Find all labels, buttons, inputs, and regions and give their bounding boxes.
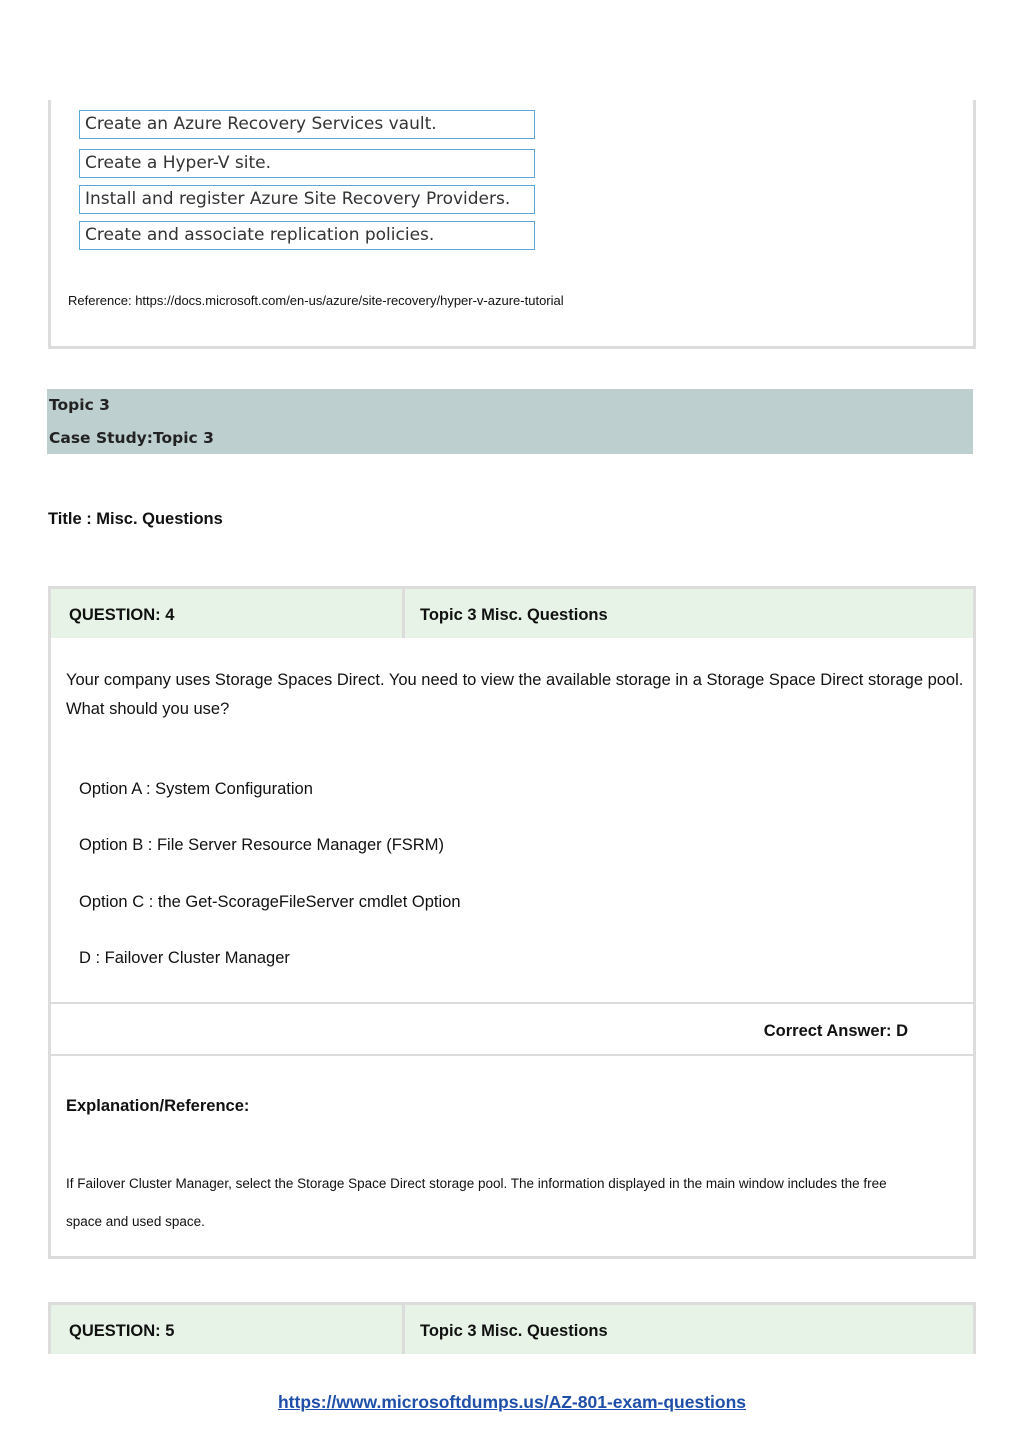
section-title: Title : Misc. Questions bbox=[48, 510, 223, 528]
question-number: QUESTION: 4 bbox=[69, 606, 175, 624]
question-card bbox=[48, 586, 976, 1259]
correct-answer: Correct Answer: D bbox=[763, 1022, 908, 1040]
explanation-text: If Failover Cluster Manager, select the Storage Space Direct storage pool. The information displayed in the main window includes the free bbox=[66, 1176, 887, 1191]
previous-answer-card bbox=[48, 100, 976, 349]
option-c: Option C : the Get-ScorageFileServer cmdlet Option bbox=[79, 893, 461, 911]
option-d: D : Failover Cluster Manager bbox=[79, 949, 290, 967]
question-prompt: What should you use? bbox=[66, 700, 230, 718]
answer-step-2: Create a Hyper-V site. bbox=[79, 149, 535, 178]
answer-step-1: Create an Azure Recovery Services vault. bbox=[79, 110, 535, 139]
explanation-text-continued: space and used space. bbox=[66, 1214, 205, 1229]
option-a: Option A : System Configuration bbox=[79, 780, 313, 798]
reference-text: Reference: https://docs.microsoft.com/en-us/azure/site-recovery/hyper-v-azure-tutorial bbox=[68, 293, 564, 308]
answer-step-3: Install and register Azure Site Recovery Providers. bbox=[79, 185, 535, 214]
divider bbox=[51, 1054, 973, 1056]
question-header bbox=[51, 1305, 973, 1354]
question-topic: Topic 3 Misc. Questions bbox=[420, 606, 608, 624]
explanation-label: Explanation/Reference: bbox=[66, 1097, 250, 1115]
case-study-label: Case Study:Topic 3 bbox=[49, 429, 214, 447]
question-topic: Topic 3 Misc. Questions bbox=[420, 1322, 608, 1340]
footer-link[interactable]: https://www.microsoftdumps.us/AZ-801-exam-questions bbox=[277, 1392, 747, 1412]
topic-header bbox=[47, 389, 973, 454]
question-card bbox=[48, 1302, 976, 1354]
answer-step-4: Create and associate replication policies. bbox=[79, 221, 535, 250]
topic-label: Topic 3 bbox=[49, 396, 110, 414]
question-header bbox=[51, 589, 973, 638]
question-text: Your company uses Storage Spaces Direct. You need to view the available storage in a Storage Space Direct storage pool. bbox=[66, 671, 964, 689]
question-number: QUESTION: 5 bbox=[69, 1322, 175, 1340]
option-b: Option B : File Server Resource Manager (FSRM) bbox=[79, 836, 444, 854]
divider bbox=[51, 1002, 973, 1004]
